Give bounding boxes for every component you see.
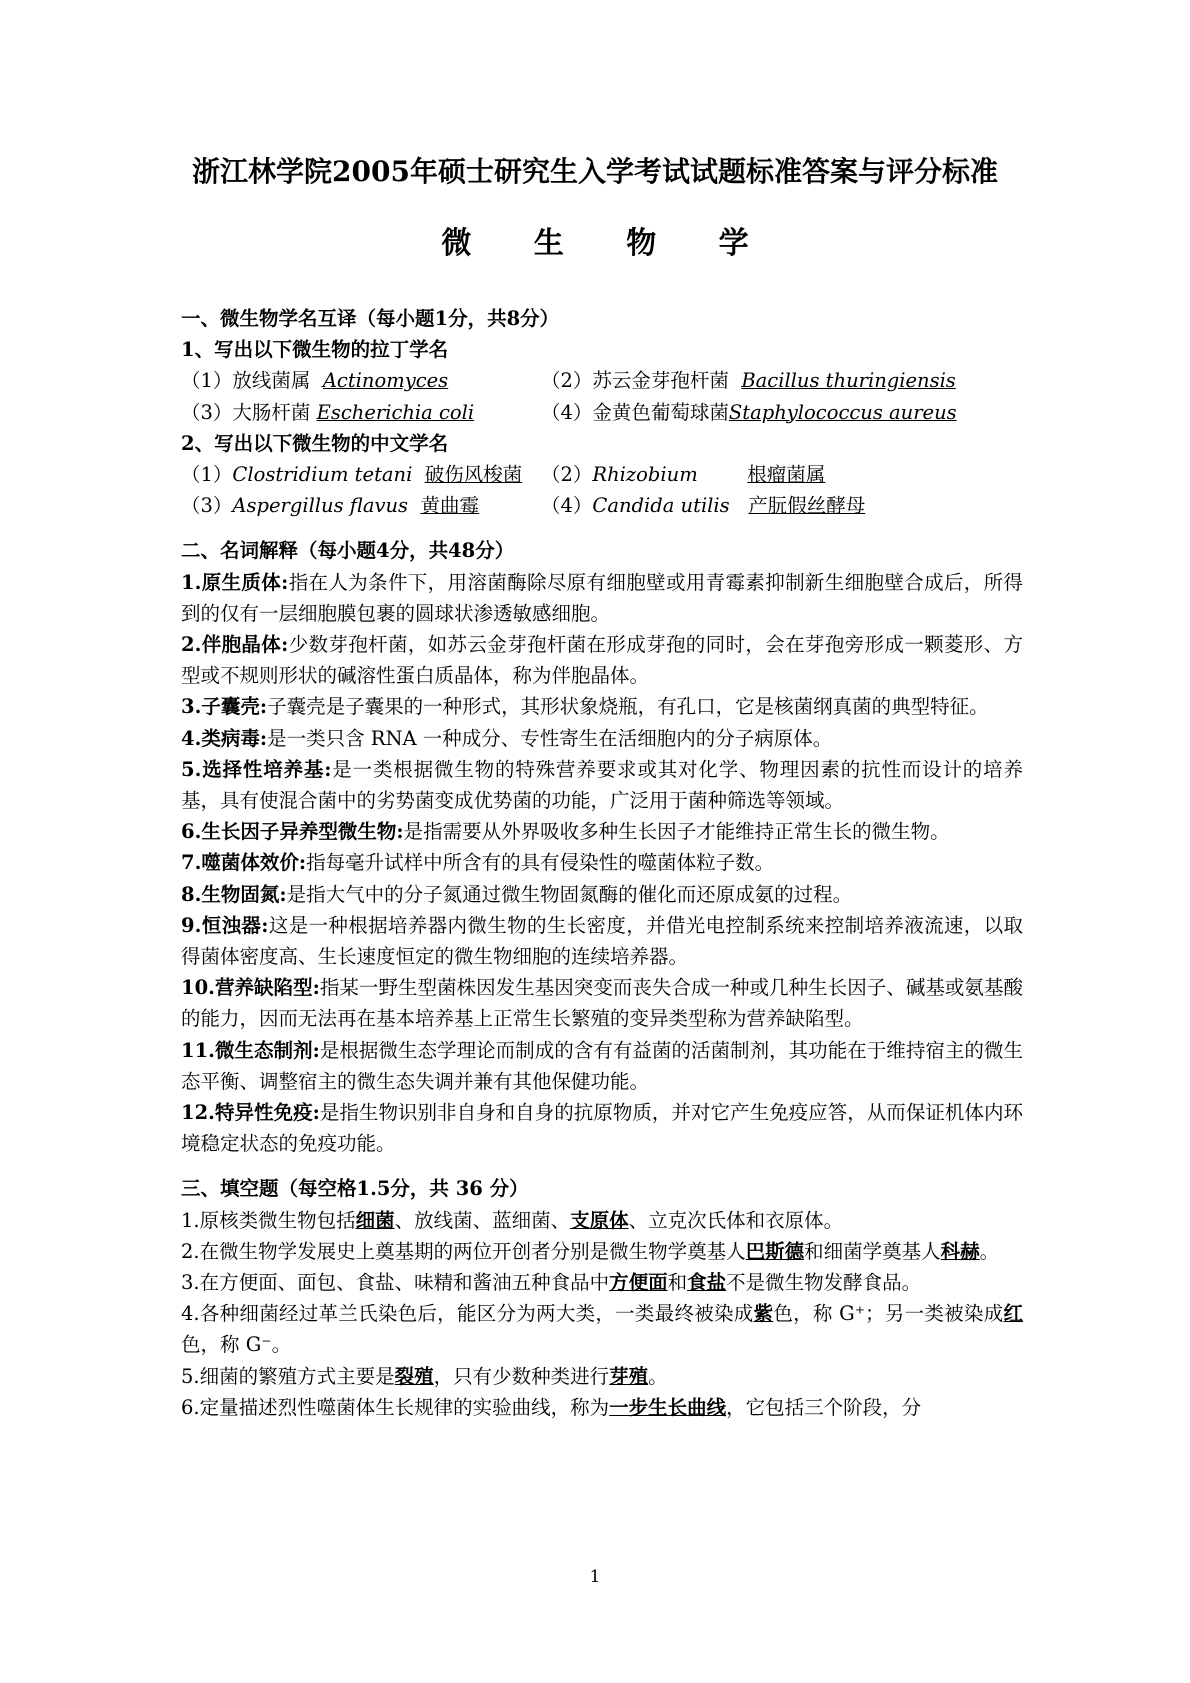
answer-blank: 食盐 [687, 1270, 727, 1294]
definition-term: 10.营养缺陷型: [181, 976, 320, 1000]
section1-q2: 2、写出以下微生物的中文学名 [181, 431, 449, 455]
q1-row-1 [181, 365, 1023, 396]
definition-text: 子囊壳是子囊果的一种形式，其形状象烧瓶，有孔口，它是核菌纲真菌的典型特征。 [267, 695, 989, 719]
page-number: 1 [589, 1567, 601, 1587]
q1-item-3-answer: Escherichia coli [316, 400, 475, 424]
definition-term: 3.子囊壳: [181, 695, 268, 719]
definition-text: 是指大气中的分子氮通过微生物固氮酶的催化而还原成氨的过程。 [286, 882, 853, 906]
q2-item-2-latin: Rhizobium [592, 462, 698, 486]
q2-item-1-num: （1） [181, 462, 233, 486]
definition-term: 7.噬菌体效价: [181, 851, 307, 875]
definition-term: 1.原生质体: [181, 570, 289, 594]
fill-question-4: 4.各种细菌经过革兰氏染色后，能区分为两大类，一类最终被染成紫色，称 G⁺；另一类被染成红色，称 G⁻。 [181, 1302, 1023, 1357]
q2-item-1-answer: 破伤风梭菌 [424, 462, 523, 486]
fill-question-5: 5.细菌的繁殖方式主要是裂殖，只有少数种类进行芽殖。 [181, 1364, 668, 1388]
answer-blank: 芽殖 [609, 1364, 649, 1388]
definition-term: 5.选择性培养基: [181, 757, 332, 781]
q1-item-3-label: （3）大肠杆菌 [181, 400, 311, 424]
definition-item [181, 567, 1023, 629]
answer-blank: 一步生长曲线 [609, 1395, 727, 1419]
q2-row-2 [181, 490, 1023, 521]
definition-item [181, 754, 1023, 816]
q1-item-1-label: （1）放线菌属 [181, 369, 311, 393]
q1-item-4-answer: Staphylococcus aureus [728, 400, 957, 424]
definition-item [181, 629, 1023, 691]
q2-item-2-answer: 根瘤菌属 [747, 462, 826, 486]
q2-row-1 [181, 459, 1023, 490]
q1-item-4-label: （4）金黄色葡萄球菌 [541, 400, 729, 424]
answer-blank: 细菌 [355, 1208, 395, 1232]
definition-term: 11.微生态制剂: [181, 1038, 320, 1062]
definition-text: 指在人为条件下，用溶菌酶除尽原有细胞壁或用青霉素抑制新生细胞壁合成后，所得到的仅有一层细胞膜包裹的圆球状渗透敏感细胞。 [181, 570, 1023, 625]
fill-question-2: 2.在微生物学发展史上奠基期的两位开创者分别是微生物学奠基人巴斯德和细菌学奠基人科赫。 [181, 1239, 1000, 1263]
definition-text: 指每毫升试样中所含有的具有侵染性的噬菌体粒子数。 [306, 851, 775, 875]
q2-item-3-answer: 黄曲霉 [420, 494, 479, 518]
definition-item [181, 1097, 1023, 1159]
definition-text: 是一类只含 RNA 一种成分、专性寄生在活细胞内的分子病原体。 [267, 726, 833, 750]
q1-row-2 [181, 397, 1023, 428]
q1-item-2-label: （2）苏云金芽孢杆菌 [541, 369, 729, 393]
q2-item-4-num: （4） [541, 494, 593, 518]
q1-item-1-answer: Actinomyces [322, 369, 449, 393]
document-title: 浙江林学院2005年硕士研究生入学考试试题标准答案与评分标准 [192, 155, 998, 188]
q2-item-3-latin: Aspergillus flavus [232, 494, 409, 518]
fill-question-6: 6.定量描述烈性噬菌体生长规律的实验曲线，称为一步生长曲线，它包括三个阶段，分 [181, 1395, 922, 1419]
definition-item [181, 723, 1023, 754]
definition-term: 12.特异性免疫: [181, 1100, 320, 1124]
answer-blank: 巴斯德 [745, 1239, 805, 1263]
answer-blank: 方便面 [609, 1270, 668, 1294]
definition-item [181, 910, 1023, 972]
definition-text: 是指需要从外界吸收多种生长因子才能维持正常生长的微生物。 [403, 820, 950, 844]
document-subtitle: 微 生 物 学 [441, 226, 775, 261]
definition-text: 是指生物识别非自身和自身的抗原物质，并对它产生免疫应答，从而保证机体内环境稳定状态的免疫功能。 [181, 1100, 1023, 1156]
definition-term: 4.类病毒: [181, 726, 268, 750]
q2-item-4-latin: Candida utilis [592, 494, 730, 518]
answer-blank: 支原体 [570, 1208, 629, 1232]
fill-question-3: 3.在方便面、面包、食盐、味精和酱油五种食品中方便面和食盐不是微生物发酵食品。 [181, 1270, 922, 1294]
definition-item [181, 847, 1023, 878]
section1-heading: 一、微生物学名互译（每小题1分，共8分） [181, 307, 560, 330]
q2-item-3-num: （3） [181, 494, 233, 518]
answer-blank: 紫 [753, 1302, 774, 1326]
definition-item [181, 972, 1023, 1034]
answer-blank: 裂殖 [394, 1364, 434, 1388]
definition-item [181, 816, 1023, 847]
section2-heading: 二、名词解释（每小题4分，共48分） [181, 539, 515, 563]
section3-heading: 三、填空题（每空格1.5分，共 36 分） [181, 1177, 529, 1201]
section1-q1: 1、写出以下微生物的拉丁学名 [181, 338, 449, 362]
definition-text: 少数芽孢杆菌，如苏云金芽孢杆菌在形成芽孢的同时，会在芽孢旁形成一颗菱形、方型或不规则形状的碱溶性蛋白质晶体，称为伴胞晶体。 [181, 632, 1023, 688]
definition-text: 指某一野生型菌株因发生基因突变而丧失合成一种或几种生长因子、碱基或氨基酸的能力，因而无法再在基本培养基上正常生长繁殖的变异类型称为营养缺陷型。 [181, 976, 1023, 1031]
definition-text: 是根据微生态学理论而制成的含有有益菌的活菌制剂，其功能在于维持宿主的微生态平衡、调整宿主的微生态失调并兼有其他保健功能。 [181, 1038, 1023, 1093]
definition-text: 是一类根据微生物的特殊营养要求或其对化学、物理因素的抗性而设计的培养基，具有使混合菌中的劣势菌变成优势菌的功能，广泛用于菌种筛选等领域。 [181, 757, 1023, 812]
definitions-list [181, 567, 1023, 1160]
q2-item-2-num: （2） [541, 462, 593, 486]
definition-text: 这是一种根据培养器内微生物的生长密度，并借光电控制系统来控制培养液流速，以取得菌体密度高、生长速度恒定的微生物细胞的连续培养器。 [181, 913, 1023, 968]
definition-term: 6.生长因子异养型微生物: [181, 820, 404, 844]
definition-term: 8.生物固氮: [181, 882, 287, 906]
q2-item-4-answer: 产朊假丝酵母 [748, 494, 866, 518]
definition-term: 9.恒浊器: [181, 913, 269, 937]
answer-blank: 红 [1003, 1302, 1023, 1326]
definition-item [181, 691, 1023, 722]
definition-item [181, 879, 1023, 910]
definition-item [181, 1035, 1023, 1097]
q1-item-2-answer: Bacillus thuringiensis [741, 369, 956, 393]
definition-term: 2.伴胞晶体: [181, 632, 289, 656]
answer-blank: 科赫 [940, 1239, 980, 1263]
document-body [181, 303, 1023, 1423]
fill-question-1: 1.原核类微生物包括细菌、放线菌、蓝细菌、支原体、立克次氏体和衣原体。 [181, 1208, 844, 1232]
q2-item-1-latin: Clostridium tetani [232, 462, 413, 486]
